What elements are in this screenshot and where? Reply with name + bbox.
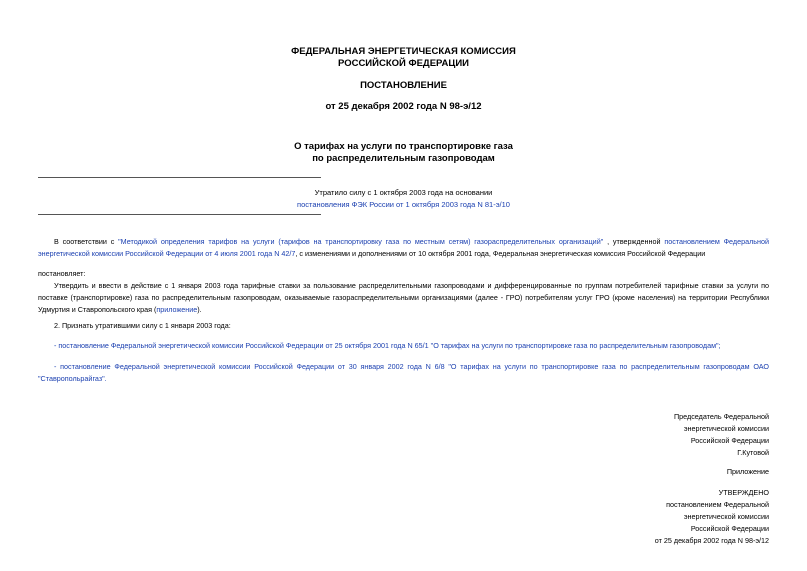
status-note: Утратило силу с 1 октября 2003 года на основании [314,188,493,197]
appendix-date: от 25 декабря 2002 года N 98-э/12 [654,536,769,545]
paragraph-preamble [38,236,769,260]
signature-name: Г.Кутовой [737,448,769,457]
preamble-text-mid: , утвержденной [603,237,665,246]
status-link-text[interactable]: постановления ФЭК России от 1 октября 2003 года N 81-э/10 [297,200,510,209]
agency-name-line2: РОССИЙСКОЙ ФЕДЕРАЦИИ [337,58,469,69]
repealed-item-1[interactable]: - постановление Федеральной энергетической комиссии Российской Федерации от 25 октября 2001 года N 65/1 "О тарифах на услуги по транспортировке газа по распределительным газопроводам"; [54,341,721,350]
document-date: от 25 декабря 2002 года N 98-э/12 [325,101,482,112]
signature-line3: Российской Федерации [690,436,769,445]
appendix-approved: УТВЕРЖДЕНО [718,488,769,497]
approve-text: Утвердить и ввести в действие с 1 января 2003 года тарифные ставки за пользование распределительными газопроводами и дифференцированные по группам потребителей тарифные ставки за услуги по поставке (транспортировке) газа по распределительным газопроводам, оказываемые газораспределительными организациями (далее - ГРО) потребителям услуг ГРО (кроме населения) на территории Республики Удмуртия и Ставропольского края ( [38,281,769,315]
resolution-link[interactable]: постановлением Федеральной энергетической комиссии Российской Федерации от 4 июля 2001 года N 42/7 [38,237,770,259]
decides-label: постановляет: [38,269,86,278]
repealed-item-2[interactable]: - постановление Федеральной энергетической комиссии Российской Федерации от 30 января 2002 года N 6/8 "О тарифах на услуги по транспортировке газа по распределительным газопроводам ОАО "Ставропольрайгаз". [38,362,769,384]
preamble-text-start: В соответствии с [54,237,119,246]
agency-name-line1: ФЕДЕРАЛЬНАЯ ЭНЕРГЕТИЧЕСКАЯ КОМИССИЯ [291,46,516,57]
appendix-label: Приложение [726,467,769,476]
paragraph-repeal: 2. Признать утратившими силу с 1 января 2003 года: [54,321,231,330]
document-type: ПОСТАНОВЛЕНИЕ [360,80,447,91]
status-link[interactable] [0,199,807,211]
methodology-link[interactable]: "Методикой определения тарифов на услуги (тарифов на транспортировку газа по местным сетям) газораспределительных организаций" [118,237,604,246]
appendix-line3: Российской Федерации [690,524,769,533]
separator-bottom [38,214,321,215]
document-title-line1: О тарифах на услуги по транспортировке газа [294,141,513,152]
preamble-text-end: , с изменениями и дополнениями от 10 октября 2001 года, Федеральная энергетическая комиссия Российской Федерации [295,249,706,259]
signature-line1: Председатель Федеральной [674,412,769,421]
signature-line2: энергетической комиссии [683,424,769,433]
separator-top [38,177,321,178]
document-title-line2: по распределительным газопроводам [312,153,495,164]
appendix-line2: энергетической комиссии [683,512,769,521]
approve-text-end: ). [197,305,202,315]
appendix-line1: постановлением Федеральной [666,500,769,509]
paragraph-approve [38,280,769,317]
appendix-link[interactable]: приложение [156,305,198,315]
